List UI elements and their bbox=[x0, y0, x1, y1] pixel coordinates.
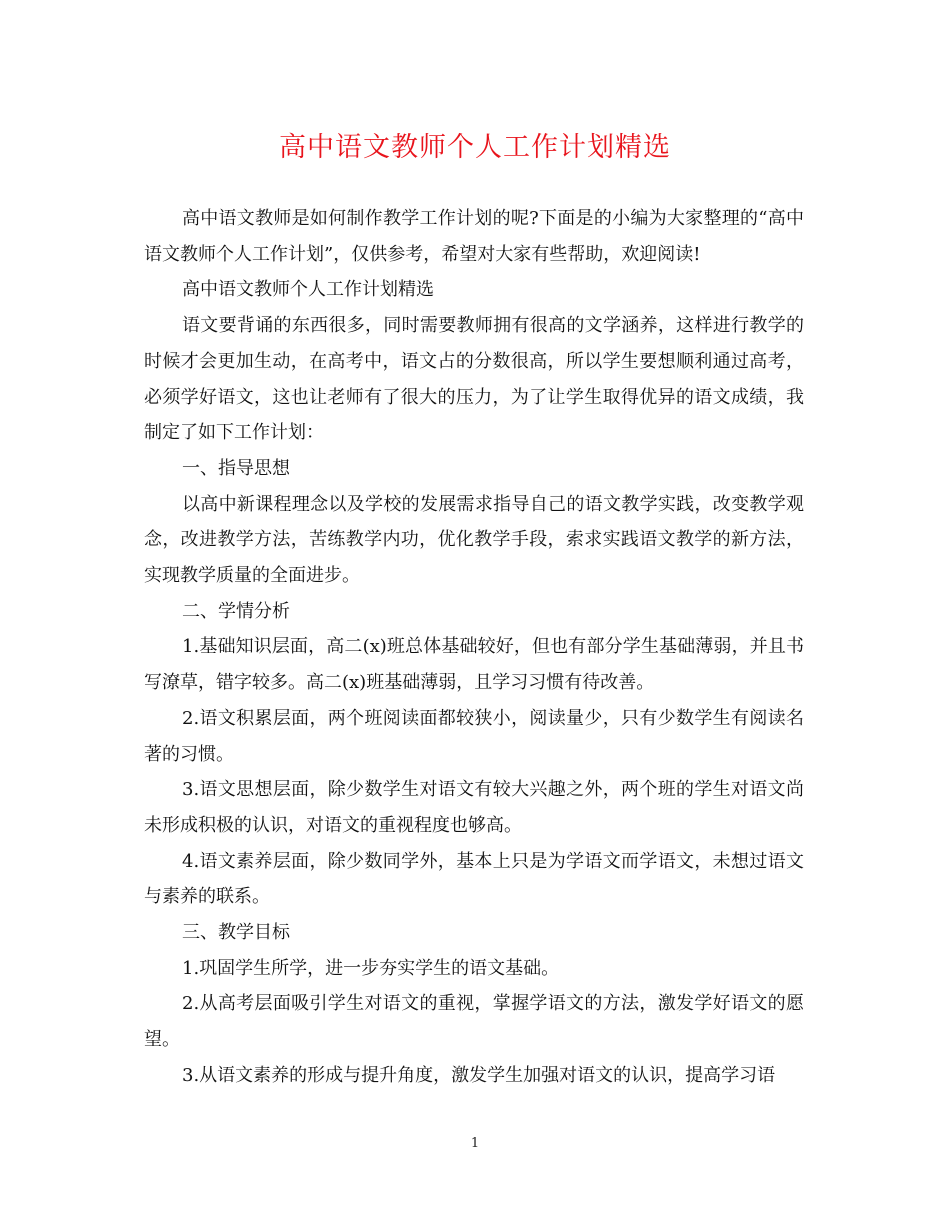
paragraph-analysis-4: 4.语文素养层面，除少数同学外，基本上只是为学语文而学语文，未想过语文与素养的联系。 bbox=[144, 850, 804, 908]
paragraph-analysis-3: 3.语文思想层面，除少数学生对语文有较大兴趣之外，两个班的学生对语文尚未形成积极的认识，对语文的重视程度也够高。 bbox=[144, 779, 804, 836]
document-body bbox=[144, 201, 804, 1094]
section-heading-student-analysis: 二、学情分析 bbox=[182, 600, 290, 622]
page-number: 1 bbox=[470, 1136, 480, 1151]
paragraph-goal-3: 3.从语文素养的形成与提升角度，激发学生加强对语文的认识，提高学习语 bbox=[182, 1064, 776, 1086]
paragraph-intro: 高中语文教师是如何制作教学工作计划的呢?下面是的小编为大家整理的“高中语文教师个人工作计划”，仅供参考，希望对大家有些帮助，欢迎阅读! bbox=[144, 208, 804, 265]
section-heading-teaching-goals: 三、教学目标 bbox=[182, 922, 290, 944]
document-title: 高中语文教师个人工作计划精选 bbox=[279, 132, 671, 163]
section-heading-guiding-thought: 一、指导思想 bbox=[182, 457, 290, 479]
paragraph-analysis-1: 1.基础知识层面，高二(x)班总体基础较好，但也有部分学生基础薄弱，并且书写潦草，错字较多。高二(x)班基础薄弱，且学习习惯有待改善。 bbox=[144, 636, 804, 694]
paragraph-goal-1: 1.巩固学生所学，进一步夯实学生的语文基础。 bbox=[182, 957, 560, 979]
paragraph-goal-2: 2.从高考层面吸引学生对语文的重视，掌握学语文的方法，激发学好语文的愿望。 bbox=[144, 993, 804, 1051]
paragraph-subtitle: 高中语文教师个人工作计划精选 bbox=[182, 279, 434, 301]
paragraph-preface: 语文要背诵的东西很多，同时需要教师拥有很高的文学涵养，这样进行教学的时候才会更加生动，在高考中，语文占的分数很高，所以学生要想顺利通过高考，必须学好语文，这也让老师有了很大的压力，为了让学生取得优异的语文成绩，我制定了如下工作计划： bbox=[144, 315, 804, 444]
paragraph-analysis-2: 2.语文积累层面，两个班阅读面都较狭小，阅读量少，只有少数学生有阅读名著的习惯。 bbox=[144, 707, 804, 765]
paragraph-guiding-thought: 以高中新课程理念以及学校的发展需求指导自己的语文教学实践，改变教学观念，改进教学方法，苦练教学内功，优化教学手段，索求实践语文教学的新方法，实现教学质量的全面进步。 bbox=[144, 493, 804, 587]
